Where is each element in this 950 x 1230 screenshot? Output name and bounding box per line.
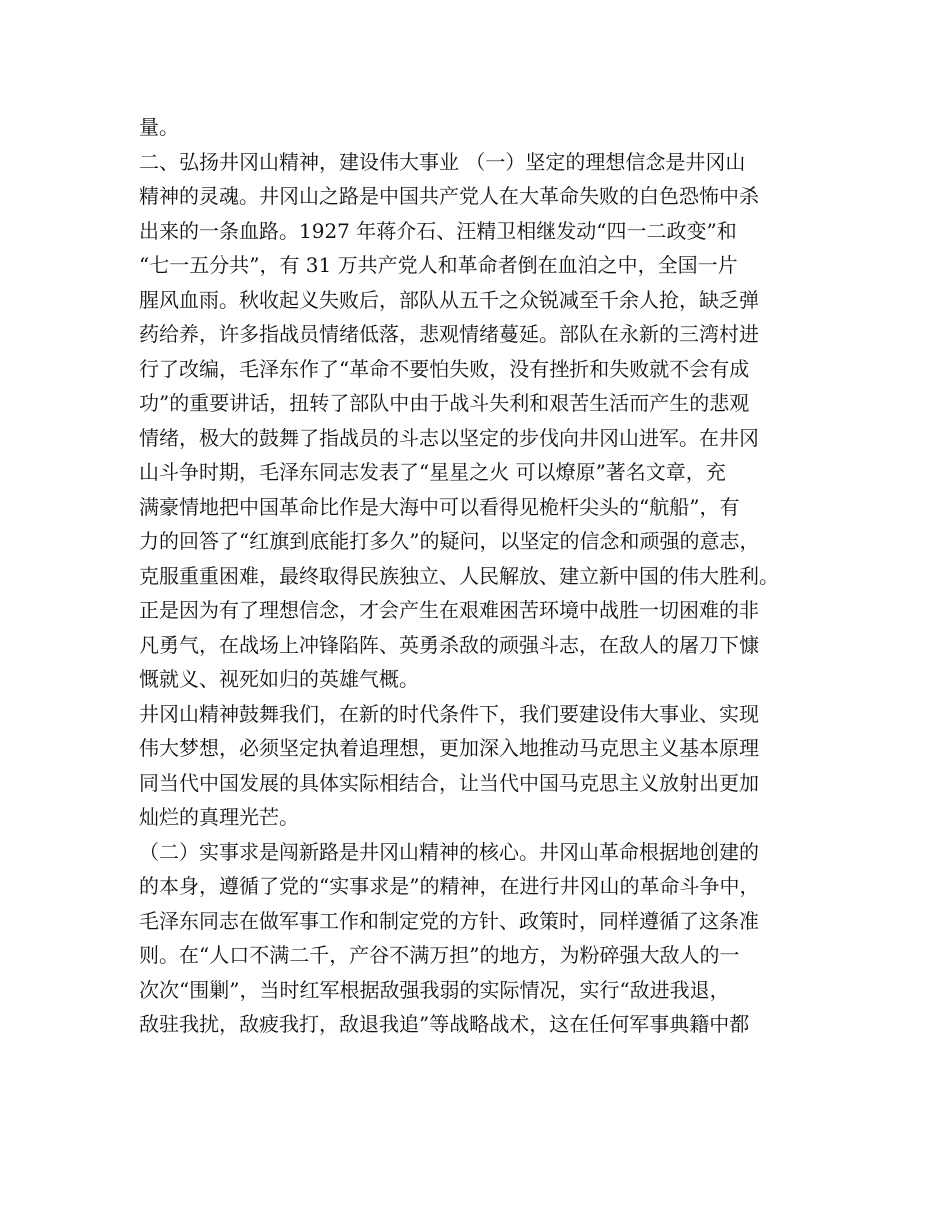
text-line: “七一五分共”，有 31 万共产党人和革命者倒在血泊之中，全国一片 <box>139 253 738 277</box>
text-line: 山斗争时期，毛泽东同志发表了“星星之火 可以燎原”著名文章，充 <box>139 460 726 484</box>
text-line: 力的回答了“红旗到底能打多久”的疑问，以坚定的信念和顽强的意志， <box>139 529 760 553</box>
text-line: 则。在“人口不满二千，产谷不满万担”的地方，为粉碎强大敌人的一 <box>139 943 740 967</box>
text-line: 伟大梦想，必须坚定执着追理想，更加深入地推动马克思主义基本原理 <box>139 736 759 760</box>
text-line: （二）实事求是闯新路是井冈山精神的核心。井冈山革命根据地创建的 <box>139 839 759 864</box>
text-line: 毛泽东同志在做军事工作和制定党的方针、政策时，同样遵循了这条准 <box>139 908 759 933</box>
text-line: 二、弘扬井冈山精神，建设伟大事业 （一）坚定的理想信念是井冈山 <box>139 149 746 174</box>
text-line: 敌驻我扰，敌疲我打，敌退我追”等战略战术，这在任何军事典籍中都 <box>139 1012 750 1036</box>
text-line: 功”的重要讲话，扭转了部队中由于战斗失利和艰苦生活而产生的悲观 <box>139 391 750 415</box>
text-line: 情绪，极大的鼓舞了指战员的斗志以坚定的步伐向井冈山进军。在井冈 <box>139 425 759 450</box>
text-line: 精神的灵魂。井冈山之路是中国共产党人在大革命失败的白色恐怖中杀 <box>139 184 759 208</box>
text-line: 同当代中国发展的具体实际相结合，让当代中国马克思主义放射出更加 <box>139 770 759 795</box>
text-line: 井冈山精神鼓舞我们，在新的时代条件下，我们要建设伟大事业、实现 <box>139 701 759 726</box>
text-line: 行了改编，毛泽东作了“革命不要怕失败，没有挫折和失败就不会有成 <box>139 356 750 381</box>
text-line: 量。 <box>139 115 179 139</box>
text-line: 慨就义、视死如归的英雄气概。 <box>139 667 419 691</box>
text-line: 正是因为有了理想信念，才会产生在艰难困苦环境中战胜一切困难的非 <box>139 598 759 622</box>
text-line: 灿烂的真理光芒。 <box>139 805 299 829</box>
body-text <box>139 110 829 1042</box>
text-line: 出来的一条血路。1927 年蒋介石、汪精卫相继发动“四一二政变”和 <box>139 218 737 243</box>
text-line: 的本身，遵循了党的“实事求是”的精神，在进行井冈山的革命斗争中， <box>139 874 760 898</box>
text-line: 凡勇气，在战场上冲锋陷阵、英勇杀敌的顽强斗志，在敌人的屠刀下慷 <box>139 632 759 657</box>
text-line: 腥风血雨。秋收起义失败后，部队从五千之众锐减至千余人抢，缺乏弹 <box>139 287 759 312</box>
text-line: 克服重重困难，最终取得民族独立、人民解放、建立新中国的伟大胜利。 <box>139 563 779 588</box>
text-line: 满豪情地把中国革命比作是大海中可以看得见桅杆尖头的“航船”，有 <box>139 494 740 519</box>
text-line: 次次“围剿”，当时红军根据敌强我弱的实际情况，实行“敌进我退， <box>139 977 730 1002</box>
text-line: 药给养，许多指战员情绪低落，悲观情绪蔓延。部队在永新的三湾村进 <box>139 322 759 346</box>
